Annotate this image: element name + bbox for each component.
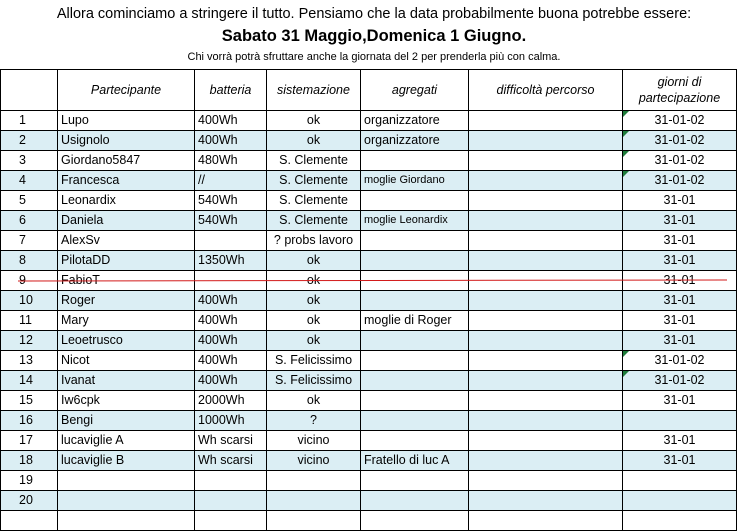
table-row [1, 231, 737, 251]
days-cell: 31-01 [623, 271, 737, 291]
days-cell: 31-01 [623, 451, 737, 471]
event-date-title: Sabato 31 Maggio,Domenica 1 Giugno. [221, 27, 527, 45]
difficulty-cell [469, 471, 623, 491]
battery-cell: 540Wh [195, 191, 267, 211]
lodging-cell: vicino [267, 431, 361, 451]
battery-cell: 400Wh [195, 291, 267, 311]
num-cell: 17 [1, 431, 58, 451]
battery-cell: 480Wh [195, 151, 267, 171]
lodging-cell: S. Clemente [267, 171, 361, 191]
companions-cell: organizzatore [361, 131, 469, 151]
participant-cell: lucaviglie B [58, 451, 195, 471]
days-cell [623, 411, 737, 431]
num-cell: 19 [1, 471, 58, 491]
participant-cell: Leoetrusco [58, 331, 195, 351]
participant-cell: Iw6cpk [58, 391, 195, 411]
num-cell: 6 [1, 211, 58, 231]
num-cell: 4 [1, 171, 58, 191]
header-cell-companions: agregati [361, 70, 469, 111]
difficulty-cell [469, 211, 623, 231]
days-cell: 31-01 [623, 231, 737, 251]
difficulty-cell [469, 131, 623, 151]
participant-cell: Daniela [58, 211, 195, 231]
num-cell: 9 [1, 271, 58, 291]
participant-cell [58, 471, 195, 491]
num-cell: 10 [1, 291, 58, 311]
companions-cell [361, 411, 469, 431]
participant-cell: lucaviglie A [58, 431, 195, 451]
lodging-cell: ok [267, 111, 361, 131]
num-cell: 16 [1, 411, 58, 431]
difficulty-cell [469, 171, 623, 191]
table-row [1, 131, 737, 151]
table-row [1, 391, 737, 411]
num-cell: 1 [1, 111, 58, 131]
header-cell-participant: Partecipante [58, 70, 195, 111]
participant-cell: FabioT [58, 271, 195, 291]
table-row [1, 111, 737, 131]
table-row [1, 451, 737, 471]
companions-cell [361, 191, 469, 211]
lodging-cell: S. Felicissimo [267, 351, 361, 371]
table-row [1, 411, 737, 431]
days-cell [623, 511, 737, 531]
battery-cell: Wh scarsi [195, 431, 267, 451]
num-cell: 11 [1, 311, 58, 331]
table-row [1, 311, 737, 331]
table-row [1, 251, 737, 271]
difficulty-cell [469, 371, 623, 391]
header-cell-battery: batteria [195, 70, 267, 111]
num-cell [1, 511, 58, 531]
companions-cell [361, 251, 469, 271]
lodging-cell: vicino [267, 451, 361, 471]
lodging-cell: S. Clemente [267, 211, 361, 231]
lodging-cell: ok [267, 251, 361, 271]
difficulty-cell [469, 311, 623, 331]
difficulty-cell [469, 491, 623, 511]
companions-cell [361, 511, 469, 531]
table-row [1, 511, 737, 531]
battery-cell: Wh scarsi [195, 451, 267, 471]
difficulty-cell [469, 111, 623, 131]
participant-cell: Usignolo [58, 131, 195, 151]
num-cell: 18 [1, 451, 58, 471]
battery-cell: 540Wh [195, 211, 267, 231]
companions-cell: moglie di Roger [361, 311, 469, 331]
difficulty-cell [469, 151, 623, 171]
days-cell: 31-01 [623, 311, 737, 331]
num-cell: 13 [1, 351, 58, 371]
companions-cell [361, 291, 469, 311]
participant-cell: AlexSv [58, 231, 195, 251]
table-row [1, 371, 737, 391]
difficulty-cell [469, 351, 623, 371]
num-cell: 14 [1, 371, 58, 391]
num-cell: 5 [1, 191, 58, 211]
header-cell-lodging: sistemazione [267, 70, 361, 111]
companions-cell [361, 151, 469, 171]
lodging-cell: ok [267, 291, 361, 311]
header-cell-difficulty: difficoltà percorso [469, 70, 623, 111]
table-header-row [1, 70, 737, 111]
note-text: Chi vorrà potrà sfruttare anche la giornata del 2 per prenderla più con calma. [187, 51, 561, 63]
num-cell: 20 [1, 491, 58, 511]
battery-cell [195, 511, 267, 531]
battery-cell: 400Wh [195, 351, 267, 371]
companions-cell: organizzatore [361, 111, 469, 131]
difficulty-cell [469, 291, 623, 311]
days-cell [623, 491, 737, 511]
num-cell: 3 [1, 151, 58, 171]
days-cell: 31-01-02 [623, 371, 737, 391]
days-cell: 31-01 [623, 291, 737, 311]
table-row [1, 191, 737, 211]
battery-cell: 400Wh [195, 371, 267, 391]
companions-cell [361, 351, 469, 371]
companions-cell [361, 471, 469, 491]
header-cell-days: giorni di partecipazione [623, 70, 737, 111]
table-row [1, 211, 737, 231]
num-cell: 12 [1, 331, 58, 351]
days-cell: 31-01 [623, 211, 737, 231]
num-cell: 2 [1, 131, 58, 151]
companions-cell: Fratello di luc A [361, 451, 469, 471]
lodging-cell: ok [267, 311, 361, 331]
participant-cell: Nicot [58, 351, 195, 371]
difficulty-cell [469, 231, 623, 251]
days-cell: 31-01 [623, 251, 737, 271]
lodging-cell: ok [267, 331, 361, 351]
num-cell: 7 [1, 231, 58, 251]
companions-cell [361, 331, 469, 351]
participant-cell [58, 491, 195, 511]
lodging-cell: S. Clemente [267, 191, 361, 211]
battery-cell: 1000Wh [195, 411, 267, 431]
participant-cell: PilotaDD [58, 251, 195, 271]
table-row [1, 291, 737, 311]
difficulty-cell [469, 251, 623, 271]
companions-cell: moglie Giordano [361, 171, 469, 191]
participants-table [0, 69, 737, 531]
table-row [1, 431, 737, 451]
lodging-cell: ok [267, 271, 361, 291]
num-cell: 15 [1, 391, 58, 411]
battery-cell: 1350Wh [195, 251, 267, 271]
lodging-cell: S. Clemente [267, 151, 361, 171]
companions-cell [361, 391, 469, 411]
days-cell: 31-01 [623, 191, 737, 211]
table-row [1, 171, 737, 191]
days-cell: 31-01-02 [623, 151, 737, 171]
participant-cell [58, 511, 195, 531]
participant-cell: Ivanat [58, 371, 195, 391]
battery-cell: 400Wh [195, 311, 267, 331]
companions-cell [361, 231, 469, 251]
companions-cell: moglie Leonardix [361, 211, 469, 231]
battery-cell: 400Wh [195, 131, 267, 151]
lodging-cell: ok [267, 131, 361, 151]
lodging-cell: ok [267, 391, 361, 411]
participant-cell: Francesca [58, 171, 195, 191]
days-cell: 31-01 [623, 391, 737, 411]
days-cell: 31-01-02 [623, 131, 737, 151]
header-cell-num [1, 70, 58, 111]
lodging-cell [267, 511, 361, 531]
days-cell: 31-01 [623, 431, 737, 451]
difficulty-cell [469, 411, 623, 431]
participant-cell: Mary [58, 311, 195, 331]
table-row [1, 351, 737, 371]
participant-cell: Roger [58, 291, 195, 311]
intro-text: Allora cominciamo a stringere il tutto. Pensiamo che la data probabilmente buona potrebbe essere: [56, 6, 692, 22]
table-row [1, 491, 737, 511]
difficulty-cell [469, 431, 623, 451]
companions-cell [361, 371, 469, 391]
participant-cell: Giordano5847 [58, 151, 195, 171]
lodging-cell [267, 491, 361, 511]
battery-cell [195, 491, 267, 511]
lodging-cell: ? probs lavoro [267, 231, 361, 251]
participant-cell: Lupo [58, 111, 195, 131]
difficulty-cell [469, 331, 623, 351]
days-cell [623, 471, 737, 491]
battery-cell: // [195, 171, 267, 191]
participant-cell: Leonardix [58, 191, 195, 211]
battery-cell: 2000Wh [195, 391, 267, 411]
battery-cell [195, 231, 267, 251]
lodging-cell: ? [267, 411, 361, 431]
companions-cell [361, 431, 469, 451]
table-row [1, 471, 737, 491]
companions-cell [361, 491, 469, 511]
difficulty-cell [469, 391, 623, 411]
difficulty-cell [469, 511, 623, 531]
battery-cell: 400Wh [195, 111, 267, 131]
table-row [1, 151, 737, 171]
table-row [1, 331, 737, 351]
battery-cell [195, 471, 267, 491]
participant-cell: Bengi [58, 411, 195, 431]
days-cell: 31-01-02 [623, 171, 737, 191]
days-cell: 31-01-02 [623, 111, 737, 131]
days-cell: 31-01-02 [623, 351, 737, 371]
lodging-cell [267, 471, 361, 491]
difficulty-cell [469, 191, 623, 211]
difficulty-cell [469, 451, 623, 471]
lodging-cell: S. Felicissimo [267, 371, 361, 391]
battery-cell: 400Wh [195, 331, 267, 351]
num-cell: 8 [1, 251, 58, 271]
days-cell: 31-01 [623, 331, 737, 351]
